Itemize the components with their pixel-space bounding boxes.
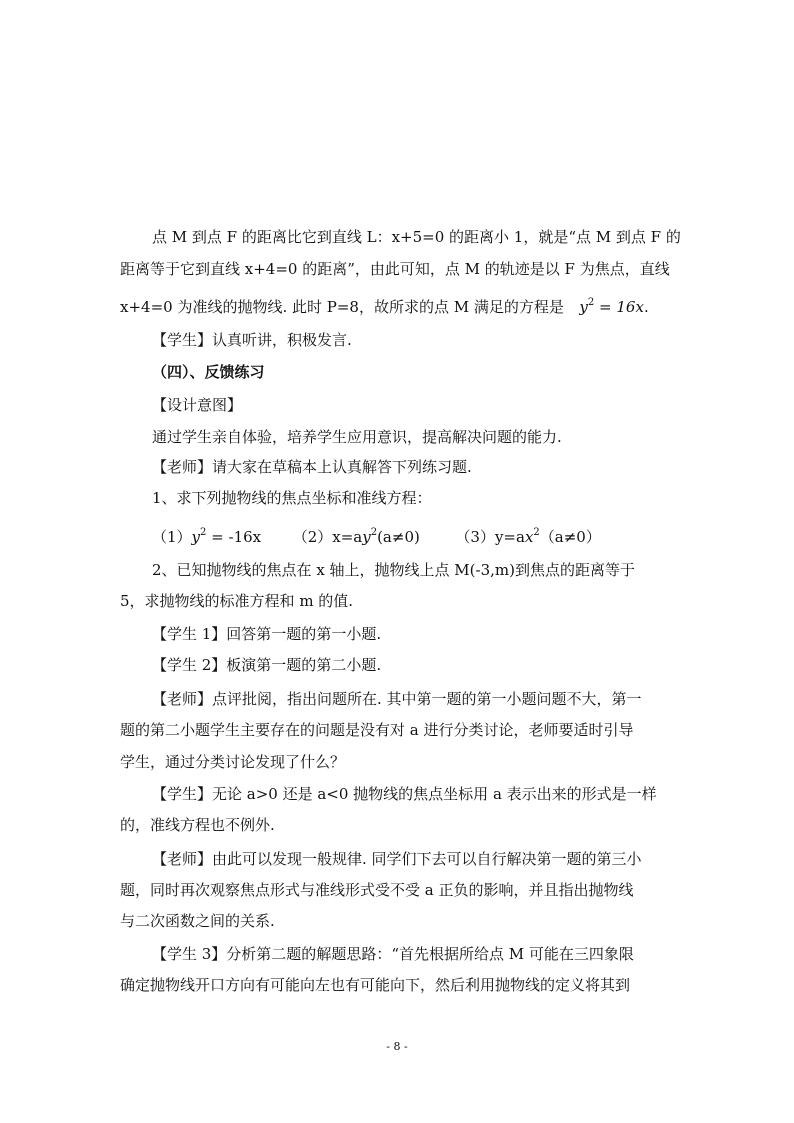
design-intent-label: 【设计意图】: [152, 396, 243, 414]
text-run: .: [643, 298, 649, 316]
paragraph-line: 学生，通过分类讨论发现了什么？: [120, 753, 346, 771]
paragraph-line: 确定抛物线开口方向有可能向左也有可能向下，然后利用抛物线的定义将其到: [120, 976, 631, 994]
paragraph-line: 题的第二小题学生主要存在的问题是没有对 a 进行分类讨论，老师要适时引导: [120, 721, 634, 739]
paragraph-line: 距离等于它到直线 x+4=0 的距离”，由此可知，点 M 的轨迹是以 F 为焦点，直线: [120, 260, 670, 278]
paragraph-line: [120, 293, 649, 317]
section-heading: （四）、反馈练习: [152, 363, 265, 381]
paragraph-line: 通过学生亲自体验，培养学生应用意识，提高解决问题的能力.: [152, 428, 562, 446]
paragraph-line: 与二次函数之间的关系.: [120, 912, 275, 930]
equation: $y^2 = 16x$: [579, 297, 644, 316]
paragraph-line: 的，准线方程也不例外.: [120, 816, 275, 834]
student-remark: 【学生】认真听讲，积极发言.: [152, 331, 352, 349]
question-1: 1、求下列抛物线的焦点坐标和准线方程：: [152, 489, 432, 507]
teacher-remark: 【老师】由此可以发现一般规律. 同学们下去可以自行解决第一题的第三小: [152, 850, 642, 868]
item-c: $(3)y=ax^2(a\ne 0)$: [455, 527, 601, 546]
item-a: $(1)y^2 = -16x$: [152, 527, 262, 546]
teacher-remark: 【老师】请大家在草稿本上认真解答下列练习题.: [152, 458, 472, 476]
student-remark: 【学生 2】板演第一题的第二小题.: [152, 656, 382, 674]
teacher-remark: 【老师】点评批阅，指出问题所在. 其中第一题的第一小题问题不大，第一: [152, 690, 642, 708]
page-number: - 8 -: [386, 1040, 408, 1053]
paragraph-line: 题，同时再次观察焦点形式与准线形式受不受 a 正负的影响，并且指出抛物线: [120, 881, 634, 899]
student-remark: 【学生 3】分析第二题的解题思路：“首先根据所给点 M 可能在三四象限: [152, 945, 634, 963]
student-remark: 【学生 1】回答第一题的第一小题.: [152, 625, 382, 643]
question-2: 2、已知抛物线的焦点在 x 轴上，抛物线上点 M(-3,m)到焦点的距离等于: [152, 561, 635, 579]
question-2-cont: 5，求抛物线的标准方程和 m 的值.: [120, 592, 354, 610]
item-b: $(2)x=ay^2(a\ne 0)$: [292, 527, 420, 546]
question-1-items: [152, 523, 601, 547]
text-run: x+4=0 为准线的抛物线. 此时 P=8，故所求的点 M 满足的方程是: [120, 298, 564, 316]
paragraph-line: 点 M 到点 F 的距离比它到直线 L：x+5=0 的距离小 1，就是“点 M 到点 F 的: [152, 228, 681, 246]
student-remark: 【学生】无论 a>0 还是 a<0 抛物线的焦点坐标用 a 表示出来的形式是一样: [152, 785, 657, 803]
